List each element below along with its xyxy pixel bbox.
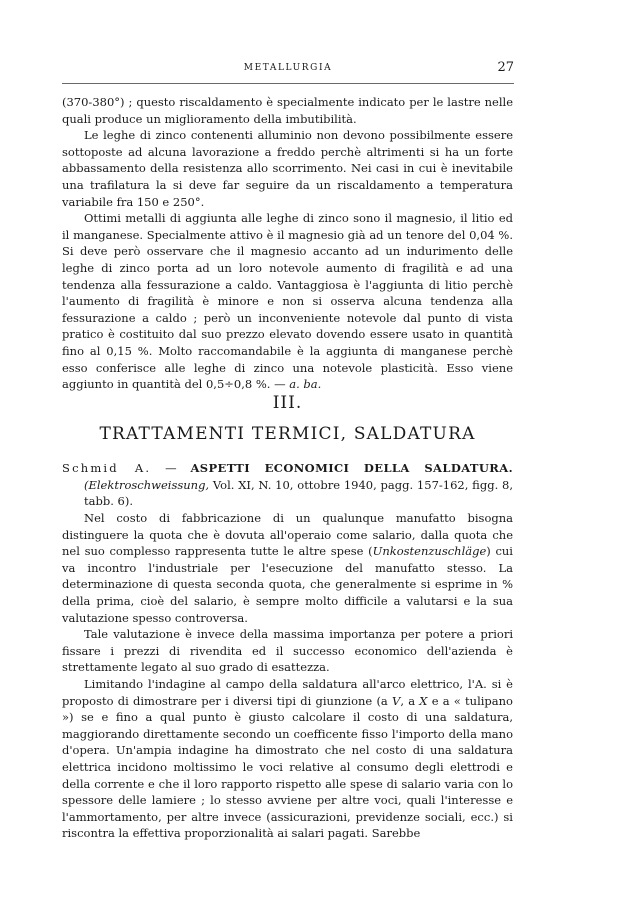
paragraph <box>62 210 513 393</box>
paragraph <box>62 510 513 626</box>
page-number: 27 <box>497 60 514 75</box>
paragraph-text: Ottimi metalli di aggiunta alle leghe di zinco sono il magnesio, il litio ed il manganese. Specialmente attivo è il magnesio già ad un tenore del 0,04 %. Si deve però osservare che il magnesio accanto ad un indurimento delle leghe di zinco porta ad un loro notevole aumento di fragilità e ad una tendenza alla fessurazione a caldo. Vantaggiosa è l'aggiunta di litio perchè l'aumento di fragilità è minore e non si osserva alcuna tendenza alla fessurazione a caldo ; però un inconveniente notevole dal punto di vista pratico è costituito dal suo prezzo elevato dovendo essere usato in quantità fino al 0,15 %. Molto raccomandabile è la aggiunta di manganese perchè esso conferisce alle leghe di zinco una notevole plasticità. Esso viene aggiunto in quantità del 0,5÷0,8 %. — <box>62 211 513 392</box>
reviewer-initials: a. ba. <box>289 377 322 392</box>
paragraph: Tale valutazione è invece della massima importanza per potere a priori fissare i prezzi di rivendita ed il successo economico dell'azienda è strettamente legato al suo grado di esattezza. <box>62 627 513 675</box>
citation-details: Vol. XI, N. 10, ottobre 1940, pagg. 157-162, figg. 8, tabb. 6). <box>84 477 513 509</box>
dash: — <box>151 461 191 475</box>
paragraph: Le leghe di zinco contenenti alluminio non devono possibilmente essere sottoposte ad alcuna lavorazione a freddo perchè altrimenti si ha un forte abbassamento della resistenza allo scorrimento. Nei casi in cui è inevitabile una trafilatura la si deve far seguire da un riscaldamento a temperatura variabile fra 150 e 250°. <box>62 128 513 209</box>
paragraph-text: , a <box>400 693 420 708</box>
joint-type-v: V <box>392 693 401 708</box>
paragraph-text: ) cui va incontro l'industriale per l'esecuzione del manufatto stesso. La determinazione di questa seconda quota, che generalmente si esprime in % della prima, cioè del salario, è sempre molto difficile a valutarsi e la sua valutazione spesso controversa. <box>62 544 513 625</box>
paragraph-text: Limitando l'indagine al campo della saldatura all'arco elettrico, l'A. si è proposto di dimostrare per i diversi tipi di giunzione (a <box>62 676 513 708</box>
paragraph-text: e a « tulipano ») se e fino a qual punto è giusto calcolare il costo di una saldatura, maggiorando direttamente secondo un coefficente fisso l'importo della mano d'opera. Un'ampia indagine ha dimostrato che nel costo di una saldatura elettrica incidono moltissimo le voci relative al consumo degli elettrodi e della corrente e che il loro rapporto rispetto alle spese di salario varia con lo spessore delle lamiere ; lo stesso avviene per altre voci, quali l'interesse e l'ammortamento, per altre invece (assicurazioni, previdenze sociali, ecc.) si riscontra la effettiva proporzionalità ai salari pagati. Sarebbe <box>62 693 513 841</box>
paragraph-text: Nel costo di fabbricazione di un qualunque manufatto bisogna distinguere la quota che è dovuta all'operaio come salario, dalla quota che nel suo complesso rappresenta tutte le altre spese ( <box>62 511 513 559</box>
paragraph <box>62 676 513 842</box>
reference-line <box>62 460 513 510</box>
german-term: Unkostenzuschläge <box>372 544 487 559</box>
abstract-reference <box>62 460 513 510</box>
article-title: ASPETTI ECONOMICI DELLA SALDATURA. <box>190 461 513 475</box>
abstract-body <box>62 510 513 842</box>
section-number: III. <box>272 393 303 413</box>
paragraph: (370-380°) ; questo riscaldamento è specialmente indicato per le lastre nelle quali produce un miglioramento della imbutibilità. <box>62 95 513 126</box>
running-title: METALLURGIA <box>243 63 333 73</box>
joint-type-x: X <box>419 693 428 708</box>
header-rule <box>62 83 514 84</box>
running-header <box>62 60 514 79</box>
section-title: TRATTAMENTI TERMICI, SALDATURA <box>99 424 476 444</box>
author-name: Schmid A. <box>62 461 152 475</box>
journal-name: (Elektroschweissung, <box>84 477 210 492</box>
continued-article-text <box>62 94 513 393</box>
